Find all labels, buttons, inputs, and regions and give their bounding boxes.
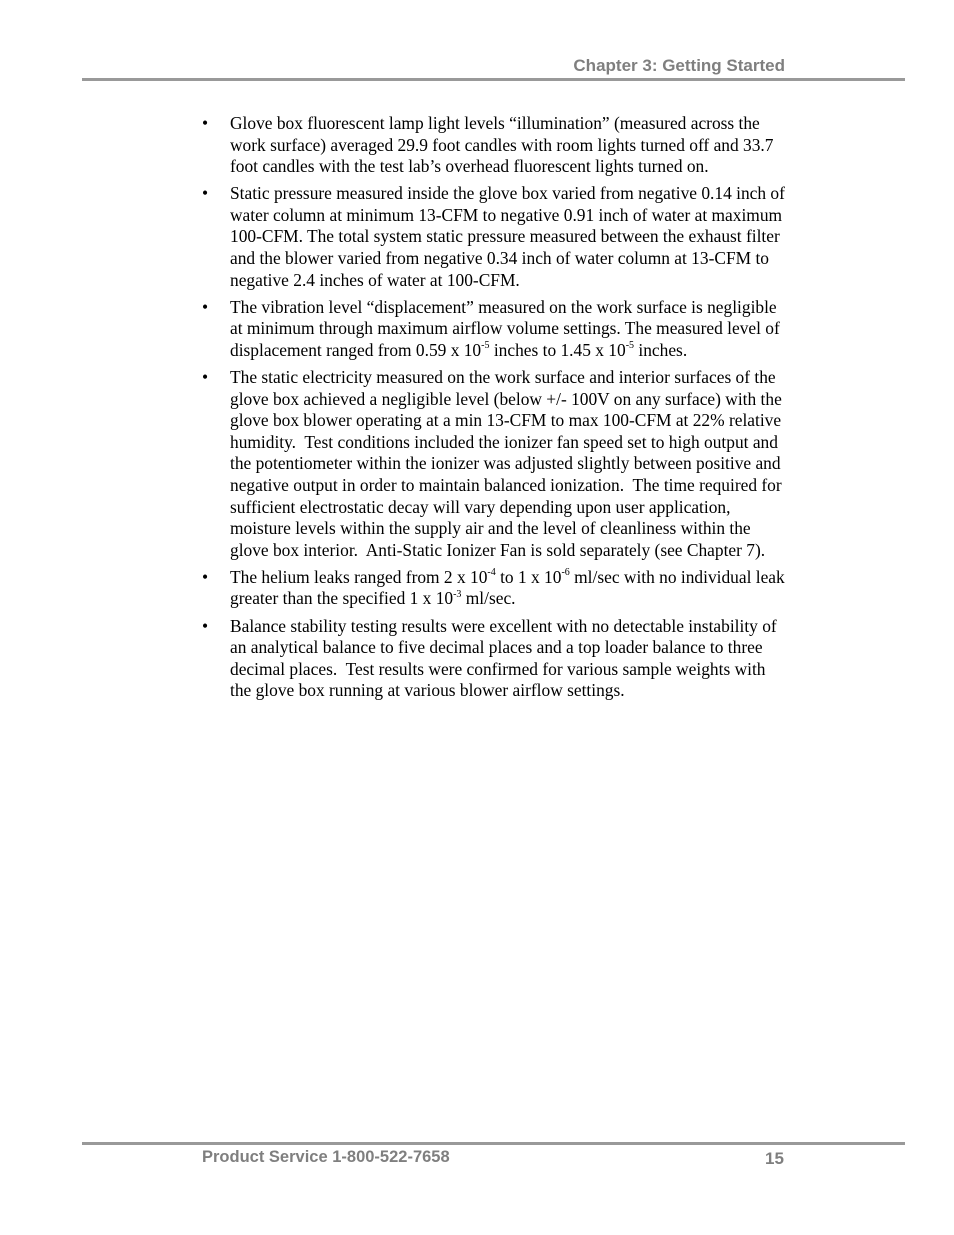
product-service-phone: Product Service 1-800-522-7658 [202, 1148, 450, 1166]
bullet-text: The vibration level “displacement” measured on the work surface is negligible at minimum through maximum airflow volume settings. The measured level of displacement ranged from 0.59 x $10^{-5}$ inches to 1.45 x $10^{-5}$ inches. [230, 296, 780, 360]
bullet-text: The helium leaks ranged from 2 x $10^{-4}$ to 1 x $10^{-6}$ ml/sec with no individual leak greater than the specified 1 x $10^{-3}$ ml/sec. [230, 566, 785, 609]
list-item-helium-leaks [198, 567, 790, 610]
test-results-list [198, 113, 790, 702]
bullet-icon: • [202, 183, 209, 204]
bullet-text: Glove box fluorescent lamp light levels “illumination” (measured across the work surface) averaged 29.9 foot candles with room lights turned off and 33.7 foot candles with the test lab’s overhead fluorescent lights turned on. [230, 113, 774, 177]
bullet-text: The static electricity measured on the work surface and interior surfaces of the glove box achieved a negligible level (below +/- 100V on any surface) with the glove box blower operating at a min 13-CFM to max 100-CFM at 22% relative humidity. Test conditions included the ionizer fan speed set to high output and the potentiometer within the ionizer was adjusted slightly between positive and negative output in order to maintain balanced ionization. The time required for sufficient electrostatic decay will vary depending upon user application, moisture levels within the supply air and the level of cleanliness within the glove box interior. Anti-Static Ionizer Fan is sold separately (see Chapter 7). [230, 367, 782, 560]
exponent: -4 [487, 567, 496, 579]
chapter-header: Chapter 3: Getting Started [573, 56, 785, 75]
bullet-icon: • [202, 296, 209, 317]
footer-rule [82, 1142, 905, 1145]
exponent: -5 [625, 340, 635, 352]
bullet-text: Balance stability testing results were excellent with no detectable instability of an analytical balance to five decimal places and a top loader balance to three decimal places. Test results were confirmed for various sample weights with the glove box running at various blower airflow settings. [230, 615, 777, 701]
page-body [198, 113, 790, 707]
exponent: -5 [481, 340, 490, 352]
list-item-static-pressure [198, 183, 790, 291]
exponent: -3 [453, 588, 462, 600]
page-number: 15 [765, 1149, 784, 1168]
bullet-icon: • [202, 367, 209, 388]
bullet-text: Static pressure measured inside the glove box varied from negative 0.14 inch of water column at minimum 13-CFM to negative 0.91 inch of water at maximum 100-CFM. The total system static pressure measured between the exhaust filter and the blower varied from negative 0.34 inch of water column at 13-CFM to negative 2.4 inches of water at 100-CFM. [230, 183, 785, 290]
list-item-illumination [198, 113, 790, 178]
list-item-vibration [198, 297, 790, 362]
bullet-icon: • [202, 615, 209, 636]
list-item-static-electricity [198, 367, 790, 561]
header-rule [82, 78, 905, 81]
list-item-balance-stability [198, 616, 790, 702]
exponent: -6 [561, 567, 570, 579]
bullet-icon: • [202, 113, 209, 133]
bullet-icon: • [202, 566, 209, 587]
